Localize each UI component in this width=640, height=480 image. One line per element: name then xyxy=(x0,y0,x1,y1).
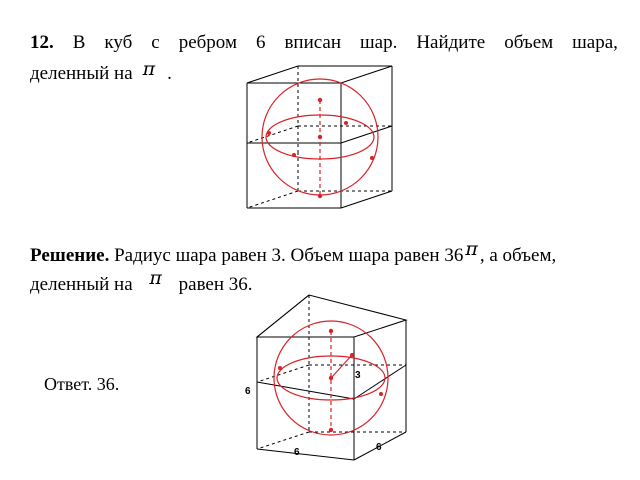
solution-line-1-text: Радиус шара равен 3. Объем шара равен 36 xyxy=(114,245,464,266)
problem-number: 12. xyxy=(30,32,54,53)
problem-word: шара, xyxy=(572,32,618,53)
problem-word: куб xyxy=(104,32,133,53)
pi-symbol: π xyxy=(149,267,162,289)
sphere xyxy=(274,321,388,435)
solution-label: Решение. xyxy=(30,245,110,266)
problem-word: Найдите xyxy=(416,32,486,53)
bottom-edge-label: 6 xyxy=(294,447,300,458)
problem-word: вписан xyxy=(284,32,342,53)
solution-line-2-start: деленный на xyxy=(30,274,133,295)
solution-line-2-end: равен 36. xyxy=(178,274,253,295)
problem-word: 6 xyxy=(255,32,266,53)
solution-line-1-end: , а объем, xyxy=(479,245,557,266)
pi-symbol: π xyxy=(465,238,478,260)
problem-line-2-end: . xyxy=(167,63,172,84)
problem-word: В xyxy=(72,32,86,53)
problem-word: ребром xyxy=(178,32,237,53)
problem-word: с xyxy=(151,32,160,53)
problem-line-2-text: деленный на xyxy=(30,63,133,84)
right-edge-label: 6 xyxy=(376,442,382,453)
pi-symbol: π xyxy=(142,58,156,80)
radius-label: 3 xyxy=(355,370,361,381)
problem-word: шар. xyxy=(360,32,398,53)
problem-word: объем xyxy=(504,32,554,53)
answer-text: Ответ. 36. xyxy=(44,374,120,394)
left-edge-label: 6 xyxy=(245,386,251,397)
